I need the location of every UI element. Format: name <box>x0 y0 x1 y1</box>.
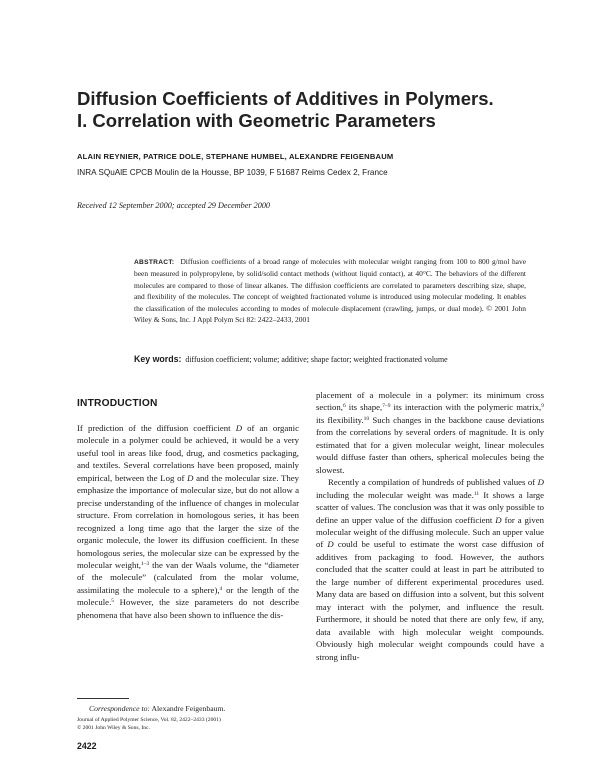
citation-ref: 4 <box>219 585 223 592</box>
text-run: its flexibility. <box>316 414 364 425</box>
text-run: However, the size parameters do not describe phenomena that have also been shown to influence the dis- <box>77 597 299 620</box>
variable-d: D <box>537 477 544 488</box>
correspondence-name: Alexandre Feigenbaum. <box>150 704 226 713</box>
citation-ref: 11 <box>473 490 480 497</box>
article-title <box>77 88 537 132</box>
text-run: for a given molecular weight of the diffusing molecule. Such an upper value of <box>316 514 544 550</box>
citation-ref: 1–3 <box>140 560 150 567</box>
section-heading-introduction: INTRODUCTION <box>77 398 158 409</box>
body-column-right <box>316 389 544 663</box>
received-date: Received 12 September 2000; accepted 29 December 2000 <box>77 201 271 210</box>
abstract-label: ABSTRACT: <box>134 259 175 266</box>
citation-ref: 5 <box>111 598 115 605</box>
text-run: and the molecular size. They emphasize the importance of molecular size, but do not allow a precise understanding of the influence of changes in molecular structure. From correlation in homologous series, it has been recognized a long time ago that the larger the size of the organic molecule, the lower its diffusion coefficient. In these homologous series, the molecular size can be expressed by the molecular weight, <box>77 472 300 570</box>
text-run: its interaction with the polymeric matrix, <box>390 402 542 413</box>
title-line-1: Diffusion Coefficients of Additives in Polymers. <box>77 88 494 109</box>
body-column-left <box>77 422 299 621</box>
title-line-2: I. Correlation with Geometric Parameters <box>77 110 436 131</box>
variable-d: D <box>235 423 243 433</box>
variable-d: D <box>495 514 502 525</box>
keywords-label: Key words: <box>134 354 182 364</box>
variable-d: D <box>327 539 334 550</box>
text-run: placement of a molecule in a polymer: its minimum cross section, <box>316 390 544 413</box>
text-run: Recently a compilation of hundreds of published values of <box>328 477 538 488</box>
citation-ref: 10 <box>363 415 370 422</box>
text-run: or the length of the molecule. <box>77 584 299 608</box>
variable-d: D <box>187 472 194 483</box>
journal-citation: Journal of Applied Polymer Science, Vol. 82, 2422–2433 (2001) <box>77 717 221 723</box>
intro-paragraph-2 <box>316 476 544 663</box>
text-run: the van der Waals volume, the “diameter of the molecule” (calculated from the molar volume, assimilating the molecule to a sphere), <box>77 559 299 595</box>
citation-ref: 7–9 <box>382 403 391 410</box>
citation-ref: 9 <box>541 403 544 410</box>
copyright-notice: © 2001 John Wiley & Sons, Inc. <box>77 725 150 731</box>
text-run: including the molecular weight was made. <box>316 489 474 500</box>
text-run: its shape, <box>345 402 383 413</box>
author-list: ALAIN REYNIER, PATRICE DOLE, STEPHANE HUMBEL, ALEXANDRE FEIGENBAUM <box>77 152 394 161</box>
text-run: of an organic molecule in a polymer could be achieved, it would be a very useful tool in areas like food, drug, and cosmetics packaging, and textiles. Several correlations have been proposed, mainly empirical, between the Log of <box>77 423 299 483</box>
text-run: It shows a large scatter of values. The conclusion was that it was only possible to define an upper value of the diffusion coefficient <box>316 489 544 525</box>
correspondence-label: Correspondence to: <box>89 704 150 713</box>
text-run: Such changes in the backbone cause deviations from the correlations by several orders of magnitude. It is only estimated that for a given molecular weight, linear molecules would diffuse faster than others, spherical molecules being the slowest. <box>316 414 544 475</box>
affiliation: INRA SQuAlE CPCB Moulin de la Housse, BP 1039, F 51687 Reims Cedex 2, France <box>77 168 388 177</box>
footnote-divider <box>77 698 129 699</box>
text-run: If prediction of the diffusion coefficient <box>77 423 236 433</box>
intro-paragraph-1 <box>77 422 299 621</box>
text-run: could be useful to estimate the worst case diffusion of additives from packaging to food. However, the authors concluded that the scatter could at least in part be attributed to the large number of different experimental procedures used. Many data are based on diffusion into a solvent, but this solvent may interact with the polymer, and influence the result. Furthermore, it should be noted that there are only few, if any, data available with high molecular weight compounds. Obviously high molecular weight compounds could have a strong influ- <box>316 539 544 662</box>
correspondence-footnote <box>89 704 225 713</box>
abstract-text: Diffusion coefficients of a broad range of molecules with molecular weight ranging from 100 to 800 g/mol have been measured in polypropylene, by solid/solid contact methods (without liquid contact), at 40°C. The behaviors of the different molecules are compared to those of linear alkanes. The diffusion coefficients are correlated to parameters describing size, shape, and flexibility of the molecules. The concept of weighted fractionated volume is introduced using molecular modeling. It enables the classification of the molecules according to modes of molecule displacement (crawling, jumps, or dual mode). © 2001 John Wiley & Sons, Inc. J Appl Polym Sci 82: 2422–2433, 2001 <box>134 257 526 325</box>
journal-info <box>77 716 221 732</box>
page-number: 2422 <box>77 741 97 751</box>
intro-paragraph-1-continued <box>316 389 544 476</box>
citation-ref: 6 <box>342 403 346 410</box>
keywords-text: diffusion coefficient; volume; additive; shape factor; weighted fractionated volume <box>185 355 448 364</box>
abstract <box>134 256 526 325</box>
keywords <box>134 353 526 366</box>
